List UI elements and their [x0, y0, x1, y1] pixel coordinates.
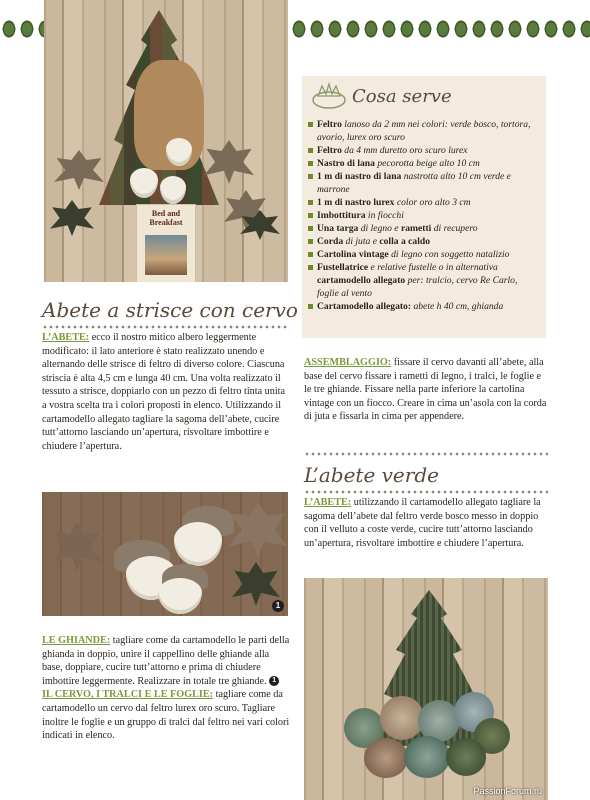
materials-item: Corda di juta e colla a caldo — [308, 235, 538, 248]
card-picture — [145, 235, 187, 275]
felt-leaf — [204, 140, 254, 184]
materials-item: Imbottitura in fiocchi — [308, 209, 538, 222]
abete-verde-label: L’ABETE: — [304, 497, 352, 508]
assemblaggio-paragraph — [304, 356, 550, 424]
abete-label: L’ABETE: — [42, 332, 90, 343]
materials-item: Feltro lanoso da 2 mm nei colori: verde bosco, tortora, avorio, lurex oro scuro — [308, 118, 538, 144]
card-title: Bed and Breakfast — [149, 209, 183, 227]
abete-paragraph — [42, 331, 290, 453]
dotted-divider — [304, 490, 548, 494]
felt-succulent — [446, 738, 486, 776]
materials-item: Feltro da 4 mm duretto oro scuro lurex — [308, 144, 538, 157]
ghiande-label: LE GHIANDE: — [42, 635, 111, 646]
ghiande-text: tagliare come da cartamodello le parti della ghianda in doppio, unire il cappellino delle ghiande alla base, doppiare, cucire tutt’attorno e prima di chiudere imbottire leggermente. Realizzare in totale tre ghiande. — [42, 635, 290, 687]
photo-number-badge: 1 — [272, 600, 284, 612]
assemblaggio-text: fissare il cervo davanti all’abete, alla base del cervo fissare i rametti di legno, i tralci, le foglie e le tre ghiande. Fissare nella parte inferiore la cartolina vintage con un fiocco. Creare in cima un’asola con la corda di juta e fissarla in cima per appendere. — [304, 357, 547, 423]
cervo-label: IL CERVO, I TRALCI E LE FOGLIE: — [42, 689, 214, 701]
dotted-divider — [304, 452, 548, 456]
materials-item: Cartamodello allegato: abete h 40 cm, ghianda — [308, 300, 538, 313]
photo-acorns-closeup — [42, 492, 288, 616]
section-heading-abete-verde: L’abete verde — [304, 463, 439, 487]
cervo-text: tagliare come da cartamodello un cervo dal feltro lurex oro scuro. Tagliare inoltre le foglie e un gruppo di tralci dal feltro nei vari colori indicati in elenco. — [42, 689, 290, 742]
photo-striped-tree-deer — [44, 0, 288, 282]
abete-text: ecco il nostro mitico albero leggermente modificato: il lato anteriore è stato realizzato unendo e alternando delle strisce di feltro di diverso colore. Ciascuna striscia è alta 4,5 cm e lunga 40 cm. Una volta realizzato il tessuto a strisce, doppiarlo con un pezzo di feltro tinta unita a vostra scelta tra i colori proposti in elenco. Utilizzando il cartamodello allegato tagliare la sagoma dell’abete, cucire tutt’attorno lasciando un’apertura, risvoltare imbottire e chiudere l’apertura. — [42, 332, 286, 452]
materials-item: Cartolina vintage di legno con soggetto natalizio — [308, 248, 538, 261]
dotted-divider — [42, 325, 288, 329]
abete-verde-paragraph — [304, 496, 550, 550]
photo-green-tree-succulents — [304, 578, 548, 800]
materials-item: Fustellatrice e relative fustelle o in alternativa cartamodello allegato per: tralcio, cervo Re Carlo, foglie al vento — [308, 261, 538, 300]
step-number-badge: 1 — [269, 676, 279, 686]
assemblaggio-label: ASSEMBLAGGIO: — [304, 357, 392, 368]
watermark: PassionForum.ru — [473, 786, 542, 796]
materials-item: Nastro di lana pecorotta beige alto 10 cm — [308, 157, 538, 170]
materials-list — [308, 118, 538, 313]
materials-title: Cosa serve — [352, 86, 452, 107]
materials-box — [302, 76, 546, 338]
materials-item: Una targa di legno e rametti di recupero — [308, 222, 538, 235]
felt-leaf-dark — [50, 200, 94, 236]
abete-verde-text: utilizzando il cartamodello allegato tagliare la sagoma dell’abete dal feltro verde bosco messo in doppio con il velluto a coste verde, cucire tutt’attorno lasciando un’apertura, risvoltare imbottire e chiudere l’apertura. — [304, 497, 541, 549]
crown-wreath-icon — [310, 82, 348, 110]
felt-succulent — [364, 738, 408, 778]
ghiande-paragraph — [42, 634, 290, 743]
vintage-card — [136, 204, 196, 282]
crochet-chain-border-left — [0, 14, 44, 44]
felt-leaf — [54, 150, 104, 190]
crochet-chain-border-right — [290, 14, 590, 44]
section-heading-abete-strisce: Abete a strisce con cervo — [42, 298, 298, 322]
materials-item: 1 m di nastro di lana nastrotta alto 10 cm verde e marrone — [308, 170, 538, 196]
materials-item: 1 m di nastro lurex color oro alto 3 cm — [308, 196, 538, 209]
felt-succulent — [404, 736, 450, 778]
